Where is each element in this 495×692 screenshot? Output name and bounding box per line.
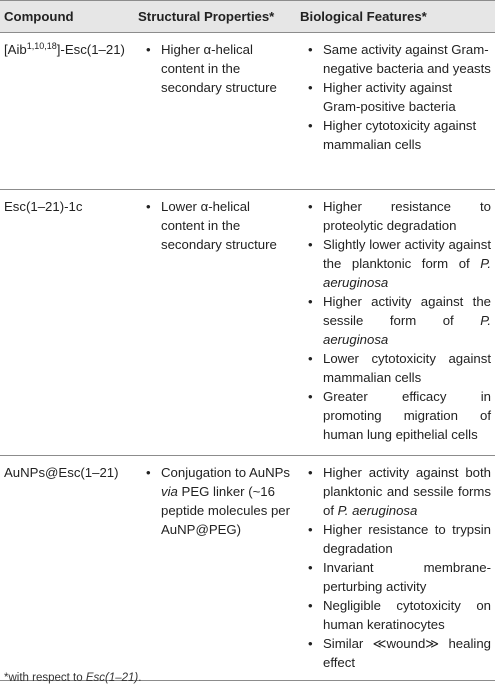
list-item: • Higher resistance to trypsin degradation — [300, 520, 491, 558]
list-item: • Lower cytotoxicity against mammalian cells — [300, 349, 491, 387]
header-compound: Compound — [0, 1, 134, 33]
list-item: • Similar ≪wound≫ healing effect — [300, 634, 491, 672]
list-item: • Same activity against Gram-negative bacteria and yeasts — [300, 40, 491, 78]
list-item: • Greater efficacy in promoting migration of human lung epithelial cells — [300, 387, 491, 444]
header-biological: Biological Features* — [296, 1, 495, 33]
list-item: • Conjugation to AuNPs via PEG linker (~16 peptide molecules per AuNP@PEG) — [138, 463, 292, 539]
biological-cell — [296, 456, 495, 681]
compound-cell: AuNPs@Esc(1–21) — [0, 456, 134, 681]
table-row — [0, 190, 495, 456]
table-row — [0, 456, 495, 681]
list-item: • Higher activity against the sessile form of P. aeruginosa — [300, 292, 491, 349]
list-item: • Higher activity against both planktonic and sessile forms of P. aeruginosa — [300, 463, 491, 520]
table-footnote: *with respect to Esc(1–21). — [4, 672, 142, 684]
list-item: • Higher activity against Gram-positive bacteria — [300, 78, 491, 116]
list-item: • Slightly lower activity against the planktonic form of P. aeruginosa — [300, 235, 491, 292]
structural-cell — [134, 456, 296, 681]
table-header-row — [0, 1, 495, 33]
list-item: • Invariant membrane-perturbing activity — [300, 558, 491, 596]
table-row — [0, 33, 495, 190]
list-item: • Higher cytotoxicity against mammalian cells — [300, 116, 491, 154]
compound-cell: Esc(1–21)-1c — [0, 190, 134, 456]
list-item: • Lower α-helical content in the secondary structure — [138, 197, 292, 254]
list-item: • Higher α-helical content in the secondary structure — [138, 40, 292, 97]
list-item: • Negligible cytotoxicity on human keratinocytes — [300, 596, 491, 634]
structural-cell — [134, 33, 296, 190]
biological-cell — [296, 190, 495, 456]
list-item: • Higher resistance to proteolytic degradation — [300, 197, 491, 235]
compound-cell: [Aib$^{1,10,18}$]-Esc(1–21) — [0, 33, 134, 190]
biological-cell — [296, 33, 495, 190]
structural-cell — [134, 190, 296, 456]
header-structural: Structural Properties* — [134, 1, 296, 33]
